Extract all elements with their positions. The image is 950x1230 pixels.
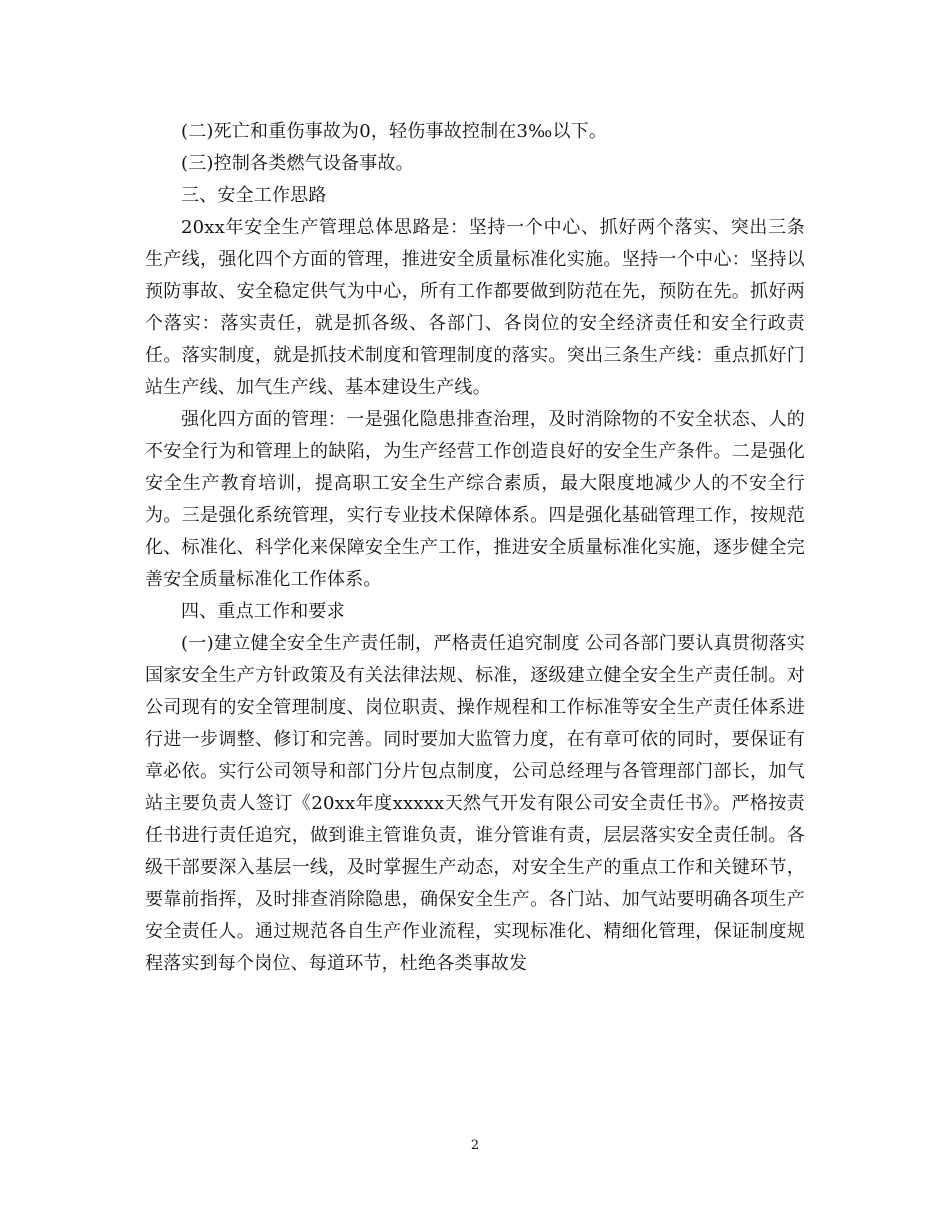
paragraph-four-aspects: 强化四方面的管理：一是强化隐患排查治理，及时消除物的不安全状态、人的不安全行为和管理上的缺陷，为生产经营工作创造良好的安全生产条件。二是强化安全生产教育培训，提高职工安全生产综合素质，最大限度地减少人的不安全行为。三是强化系统管理，实行专业技术保障体系。四是强化基础管理工作，按规范化、标准化、科学化来保障安全生产工作，推进安全质量标准化实施，逐步健全完善安全质量标准化工作体系。 <box>145 409 805 590</box>
paragraph-approach: 20xx年安全生产管理总体思路是：坚持一个中心、抓好两个落实、突出三条生产线，强化四个方面的管理，推进安全质量标准化实施。坚持一个中心：坚持以预防事故、安全稳定供气为中心，所有工作都要做到防范在先，预防在先。抓好两个落实：落实责任，就是抓各级、各部门、各岗位的安全经济责任和安全行政责任。落实制度，就是抓技术制度和管理制度的落实。突出三条生产线：重点抓好门站生产线、加气生产线、基本建设生产线。 <box>145 217 805 398</box>
document-body <box>145 116 805 980</box>
paragraph-target-2: (二)死亡和重伤事故为0，轻伤事故控制在3‰以下。 <box>181 121 608 142</box>
paragraph-target-3: (三)控制各类燃气设备事故。 <box>181 153 414 174</box>
section-heading-3: 三、安全工作思路 <box>181 185 327 206</box>
section-heading-4: 四、重点工作和要求 <box>181 601 345 622</box>
page-number: 2 <box>470 1138 480 1153</box>
paragraph-responsibility-system: (一)建立健全安全生产责任制，严格责任追究制度 公司各部门要认真贯彻落实国家安全生产方针政策及有关法律法规、标准，逐级建立健全安全生产责任制。对公司现有的安全管理制度、岗位职责、操作规程和工作标准等安全生产责任体系进行进一步调整、修订和完善。同时要加大监管力度，在有章可依的同时，要保证有章必依。实行公司领导和部门分片包点制度，公司总经理与各管理部门部长，加气站主要负责人签订《20xx年度xxxxx天然气开发有限公司安全责任书》。严格按责任书进行责任追究，做到谁主管谁负责，谁分管谁有责，层层落实安全责任制。各级干部要深入基层一线，及时掌握生产动态，对安全生产的重点工作和关键环节，要靠前指挥，及时排查消除隐患，确保安全生产。各门站、加气站要明确各项生产安全责任人。通过规范各自生产作业流程，实现标准化、精细化管理，保证制度规程落实到每个岗位、每道环节，杜绝各类事故发 <box>145 633 805 974</box>
